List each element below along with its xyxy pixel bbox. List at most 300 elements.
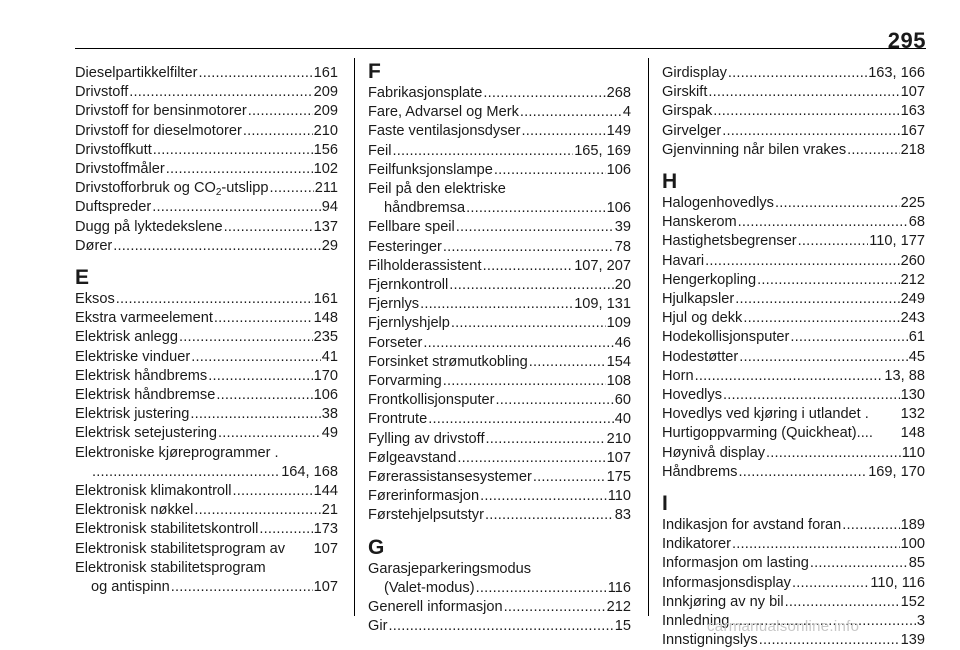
index-entry <box>662 593 925 612</box>
entry-row <box>662 444 925 463</box>
index-entry <box>75 367 338 386</box>
entry-term: Innledning <box>662 613 730 630</box>
entry-row <box>662 386 925 405</box>
index-entry <box>75 198 338 217</box>
dot-leader <box>529 353 606 372</box>
entry-term: Faste ventilasjonsdyser <box>368 123 521 140</box>
entry-row <box>368 103 631 122</box>
entry-term: Feil <box>368 142 392 159</box>
entry-row <box>662 424 925 443</box>
entry-row <box>75 424 338 443</box>
section-letter: G <box>368 535 385 559</box>
index-entry <box>662 424 925 443</box>
dot-leader <box>790 328 907 347</box>
entry-term-line: Elektroniske kjøreprogrammer . <box>75 444 279 461</box>
dot-leader <box>116 290 313 309</box>
index-entry <box>662 232 925 251</box>
dot-leader <box>775 194 900 213</box>
entry-term: Elektrisk håndbremse <box>75 387 216 404</box>
dot-leader <box>152 198 321 217</box>
entry-term-subscript: 2 <box>215 187 222 199</box>
dot-leader <box>522 122 606 141</box>
entry-term: Drivstoffkutt <box>75 141 152 158</box>
index-entry <box>662 122 925 141</box>
dot-leader <box>443 238 614 257</box>
entry-row <box>368 468 631 487</box>
entry-term: Fabrikasjonsplate <box>368 85 483 101</box>
dot-leader <box>269 179 313 198</box>
entry-row <box>368 579 631 598</box>
index-entry <box>368 449 631 468</box>
index-entry <box>75 386 338 405</box>
entry-row <box>662 122 925 141</box>
entry-pages: 210 <box>313 122 338 139</box>
index-entry <box>662 83 925 102</box>
entry-row <box>662 593 925 612</box>
entry-row <box>662 271 925 290</box>
entry-pages: 260 <box>900 252 925 269</box>
dot-leader <box>738 213 908 232</box>
dot-leader <box>735 290 899 309</box>
entry-term: Håndbrems <box>662 463 738 480</box>
entry-pages: 144 <box>313 483 338 500</box>
entry-term: Frontrute <box>368 411 428 428</box>
entry-term: Hovedlys ved kjøring i utlandet . <box>662 406 869 423</box>
entry-row <box>75 218 338 237</box>
entry-pages: 116 <box>607 579 631 596</box>
entry-pages: 156 <box>313 141 338 158</box>
entry-row <box>368 314 631 333</box>
entry-row <box>368 122 631 141</box>
dot-leader <box>248 102 313 121</box>
entry-row <box>368 218 631 237</box>
index-entry <box>75 520 338 539</box>
section-letter: E <box>75 266 90 290</box>
entry-pages: 110, 116 <box>870 574 925 591</box>
entry-pages: 212 <box>900 271 925 288</box>
entry-term-line: Garasjeparkeringsmodus <box>368 560 532 577</box>
entry-row <box>368 276 631 295</box>
entry-row <box>662 83 925 102</box>
index-entry <box>75 501 338 520</box>
entry-row <box>662 102 925 121</box>
column-divider <box>354 58 355 616</box>
index-entry <box>368 560 631 598</box>
entry-term: Dieselpartikkelfilter <box>75 65 198 81</box>
entry-pages: 20 <box>614 277 631 294</box>
dot-leader <box>494 161 606 180</box>
index-entry <box>75 424 338 443</box>
entry-pages: 149 <box>606 123 631 140</box>
entry-row <box>75 141 338 160</box>
entry-pages: 60 <box>614 392 631 409</box>
entry-pages: 170 <box>313 367 338 384</box>
entry-term: Generell informasjon <box>368 599 503 616</box>
dot-leader <box>743 309 899 328</box>
index-entry <box>75 179 338 198</box>
dot-leader <box>732 535 900 554</box>
entry-row <box>75 405 338 424</box>
entry-term: håndbremsa <box>384 200 466 217</box>
entry-row <box>368 257 631 276</box>
entry-term: Fjernkontroll <box>368 277 449 294</box>
entry-pages: 100 <box>900 536 925 553</box>
entry-term: Gir <box>368 618 388 635</box>
entry-term: Feilfunksjonslampe <box>368 161 493 178</box>
entry-row <box>368 238 631 257</box>
entry-row <box>75 520 338 539</box>
entry-term: Drivstoff <box>75 84 129 101</box>
dot-leader <box>708 83 899 102</box>
entry-term: Girvelger <box>662 122 722 139</box>
entry-term: Elektrisk anlegg <box>75 329 179 346</box>
entry-pages: 106 <box>606 200 631 217</box>
entry-pages: 39 <box>614 219 631 236</box>
entry-term-line: Elektronisk stabilitetsprogram <box>75 559 266 576</box>
entry-row <box>368 199 631 218</box>
entry-row <box>368 295 631 314</box>
index-entry <box>368 487 631 506</box>
index-entry <box>368 257 631 276</box>
entry-pages: 152 <box>900 593 925 610</box>
entry-pages: 61 <box>908 329 925 346</box>
entry-row <box>75 367 338 386</box>
entry-row <box>75 309 338 328</box>
entry-term: Fellbare speil <box>368 219 455 236</box>
entry-pages: 130 <box>900 387 925 404</box>
index-entry <box>368 506 631 525</box>
index-entry <box>75 218 338 237</box>
entry-term: Ekstra varmeelement <box>75 310 213 327</box>
entry-pages: 108 <box>606 373 631 390</box>
dot-leader <box>451 314 606 333</box>
entry-row <box>75 160 338 179</box>
entry-pages: 78 <box>614 238 631 255</box>
entry-pages: 163, 166 <box>868 65 925 81</box>
entry-term: Informasjon om lasting <box>662 555 809 572</box>
entry-term: Hodekollisjonsputer <box>662 329 790 346</box>
index-entry <box>368 391 631 410</box>
index-entry <box>75 237 338 256</box>
entry-row <box>368 617 631 636</box>
entry-pages: 49 <box>321 425 338 442</box>
index-entry <box>75 160 338 179</box>
dot-leader <box>504 598 606 617</box>
entry-pages: 163 <box>900 103 925 120</box>
index-entry <box>75 328 338 347</box>
entry-term: Førerassistansesystemer <box>368 469 532 486</box>
entry-pages: 132 <box>900 406 925 423</box>
dot-leader <box>705 252 899 271</box>
dot-leader <box>457 449 605 468</box>
entry-pages: 173 <box>313 521 338 538</box>
index-entry <box>75 102 338 121</box>
entry-pages: 110 <box>607 488 631 505</box>
index-entry <box>662 516 925 535</box>
dot-leader <box>420 295 573 314</box>
entry-pages: 83 <box>614 507 631 524</box>
index-entry <box>368 218 631 237</box>
column-divider <box>648 58 649 616</box>
entry-term-line: Feil på den elektriske <box>368 181 506 198</box>
index-entry <box>662 574 925 593</box>
entry-term: Elektrisk justering <box>75 406 190 423</box>
entry-pages: 175 <box>606 469 631 486</box>
dot-leader <box>388 617 613 636</box>
entry-term <box>75 179 268 198</box>
dot-leader <box>129 83 312 102</box>
dot-leader <box>456 218 614 237</box>
dot-leader <box>520 103 622 122</box>
dot-leader <box>224 218 313 237</box>
index-entry <box>662 367 925 386</box>
index-entry <box>368 353 631 372</box>
entry-term: Elektronisk klimakontroll <box>75 483 232 500</box>
index-entry <box>75 290 338 309</box>
entry-row <box>368 449 631 468</box>
index-entry <box>75 141 338 160</box>
dot-leader <box>179 328 313 347</box>
entry-pages: 225 <box>900 195 925 212</box>
dot-leader <box>208 367 312 386</box>
index-entry <box>368 372 631 391</box>
index-entry <box>368 430 631 449</box>
index-entry <box>75 482 338 501</box>
entry-row <box>662 232 925 251</box>
entry-pages: 243 <box>900 310 925 327</box>
index-entry <box>368 180 631 218</box>
entry-pages: 249 <box>900 291 925 308</box>
section-letter: H <box>662 170 678 194</box>
entry-pages: 94 <box>321 199 338 216</box>
entry-term: og antispinn <box>91 579 170 596</box>
entry-pages: 107 <box>900 84 925 101</box>
entry-row <box>75 348 338 367</box>
index-entry <box>662 535 925 554</box>
entry-row <box>662 367 925 386</box>
index-column-1 <box>75 64 338 597</box>
entry-row <box>75 482 338 501</box>
entry-term: Forseter <box>368 334 423 351</box>
dot-leader <box>476 579 607 598</box>
entry-row <box>662 535 925 554</box>
entry-row <box>75 83 338 102</box>
entry-pages: 85 <box>908 555 925 572</box>
section-letter: I <box>662 492 668 516</box>
index-entry <box>662 463 925 482</box>
dot-leader <box>393 142 574 161</box>
dot-leader <box>533 468 606 487</box>
entry-row <box>662 194 925 213</box>
index-entry <box>662 64 925 83</box>
dot-leader <box>153 141 313 160</box>
index-entry <box>662 554 925 573</box>
entry-row <box>662 574 925 593</box>
entry-term: Elektronisk nøkkel <box>75 502 194 519</box>
index-entry <box>75 540 338 559</box>
entry-row <box>75 64 338 83</box>
entry-term: Dugg på lyktedekslene <box>75 218 223 235</box>
entry-pages: 102 <box>313 161 338 178</box>
dot-leader <box>486 430 606 449</box>
entry-row <box>75 198 338 217</box>
entry-row <box>368 487 631 506</box>
index-entry <box>368 238 631 257</box>
index-entry <box>662 309 925 328</box>
entry-pages: 110 <box>901 444 925 461</box>
dot-leader <box>428 410 614 429</box>
header-rule <box>75 48 926 49</box>
section-letter: F <box>368 60 381 83</box>
entry-term: Hovedlys <box>662 387 723 404</box>
entry-term: Elektronisk stabilitetsprogram av <box>75 540 286 557</box>
index-entry <box>368 142 631 161</box>
entry-pages: 107 <box>313 540 338 557</box>
dot-leader <box>480 487 607 506</box>
entry-row <box>75 540 338 559</box>
entry-term: Filholderassistent <box>368 257 482 274</box>
dot-leader <box>792 574 869 593</box>
entry-term: Drivstoff for dieselmotorer <box>75 122 242 139</box>
dot-leader <box>728 64 867 83</box>
entry-term: Elektrisk håndbrems <box>75 367 208 384</box>
entry-row <box>368 161 631 180</box>
index-entry <box>368 103 631 122</box>
entry-pages: 21 <box>321 502 338 519</box>
entry-row <box>368 372 631 391</box>
index-entry <box>368 314 631 333</box>
entry-pages: 107, 207 <box>574 257 631 274</box>
entry-term: Følgeavstand <box>368 449 457 466</box>
entry-pages: 164, 168 <box>281 463 338 480</box>
entry-term: Girskift <box>662 84 708 101</box>
entry-row <box>75 179 338 198</box>
entry-row <box>75 237 338 256</box>
entry-term: Dører <box>75 237 113 254</box>
entry-pages: 3 <box>916 613 925 630</box>
dot-leader <box>191 348 321 367</box>
entry-term: Drivstoff for bensinmotorer <box>75 103 247 120</box>
dot-leader <box>218 424 321 443</box>
entry-pages: 29 <box>321 237 338 254</box>
entry-term: Innkjøring av ny bil <box>662 593 784 610</box>
dot-leader <box>259 520 312 539</box>
entry-term: Eksos <box>75 291 115 308</box>
entry-pages: 46 <box>614 334 631 351</box>
index-entry <box>75 444 338 482</box>
index-entry <box>662 271 925 290</box>
dot-leader <box>113 237 320 256</box>
entry-pages: 107 <box>313 579 338 596</box>
entry-term: Fjernlyshjelp <box>368 315 450 332</box>
entry-row <box>662 516 925 535</box>
entry-pages: 109, 131 <box>574 296 631 313</box>
dot-leader <box>810 554 908 573</box>
dot-leader <box>423 334 613 353</box>
entry-pages: 4 <box>622 104 631 121</box>
dot-leader <box>92 463 280 482</box>
index-entry <box>662 328 925 347</box>
index-entry <box>662 348 925 367</box>
entry-row <box>368 391 631 410</box>
index-entry <box>75 309 338 328</box>
entry-row <box>368 353 631 372</box>
entry-row <box>662 64 925 83</box>
entry-pages: 165, 169 <box>574 142 631 159</box>
dot-leader <box>723 386 900 405</box>
entry-term: Elektriske vinduer <box>75 348 191 365</box>
index-entry <box>662 213 925 232</box>
entry-pages: 268 <box>606 85 631 101</box>
entry-term-part: Drivstofforbruk og CO <box>75 180 216 197</box>
entry-pages: 41 <box>321 348 338 365</box>
dot-leader <box>738 463 867 482</box>
index-entry <box>75 405 338 424</box>
entry-term: Drivstoffmåler <box>75 161 165 178</box>
entry-term: Hjul og dekk <box>662 310 743 327</box>
entry-pages: 209 <box>313 103 338 120</box>
dot-leader <box>466 199 606 218</box>
dot-leader <box>766 444 901 463</box>
entry-term: Gjenvinning når bilen vrakes <box>662 141 847 158</box>
entry-row <box>662 348 925 367</box>
entry-term: Hengerkopling <box>662 271 757 288</box>
entry-pages: 13, 88 <box>884 367 925 384</box>
dot-leader <box>483 84 605 103</box>
index-entry <box>662 444 925 463</box>
entry-term: Informasjonsdisplay <box>662 574 791 591</box>
entry-pages: 209 <box>313 84 338 101</box>
index-entry <box>368 334 631 353</box>
index-entry <box>75 64 338 83</box>
dot-leader <box>496 391 614 410</box>
entry-term: Innstigningslys <box>662 632 758 649</box>
entry-term: Duftspreder <box>75 199 152 216</box>
index-entry <box>75 122 338 141</box>
entry-row <box>368 334 631 353</box>
index-column-3 <box>662 64 925 650</box>
entry-term: Havari <box>662 252 705 269</box>
page-number: 295 <box>887 28 926 53</box>
dot-leader <box>449 276 613 295</box>
dot-leader <box>842 516 899 535</box>
entry-term: Fare, Advarsel og Merk <box>368 104 519 121</box>
dot-leader <box>757 271 900 290</box>
dot-leader <box>739 348 908 367</box>
entry-pages: 154 <box>606 353 631 370</box>
entry-row <box>75 290 338 309</box>
index-entry <box>368 617 631 636</box>
entry-pages: 218 <box>900 141 925 158</box>
entry-pages: 107 <box>606 449 631 466</box>
index-entry <box>368 295 631 314</box>
entry-pages: 211 <box>314 180 338 197</box>
index-entry <box>75 83 338 102</box>
dot-leader <box>216 386 312 405</box>
entry-term: Elektrisk setejustering <box>75 425 217 442</box>
entry-term: Forsinket strømutkobling <box>368 353 528 370</box>
entry-row <box>662 463 925 482</box>
dot-leader <box>713 102 899 121</box>
index-entry <box>75 559 338 597</box>
dot-leader <box>194 501 320 520</box>
dot-leader <box>198 64 312 83</box>
index-entry <box>368 84 631 103</box>
dot-leader <box>695 367 884 386</box>
dot-leader <box>483 257 574 276</box>
index-entry <box>662 102 925 121</box>
entry-pages: 106 <box>313 387 338 404</box>
